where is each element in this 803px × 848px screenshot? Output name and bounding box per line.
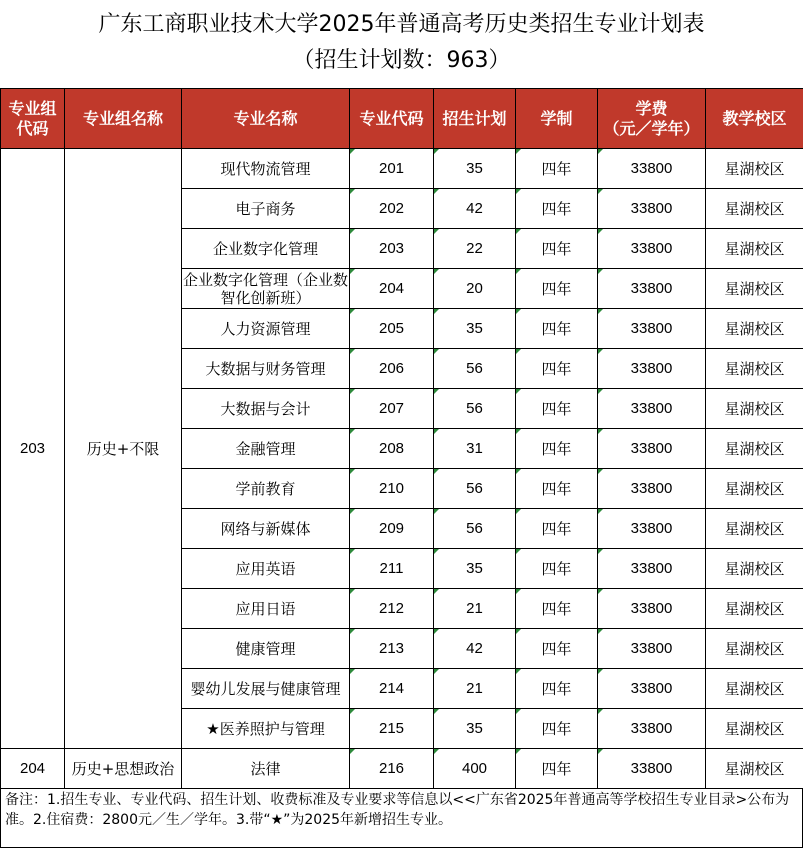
major-name-cell: 现代物流管理: [182, 149, 350, 189]
plan-cell: 35: [434, 149, 516, 189]
major-code-cell: 203: [350, 229, 434, 269]
campus-cell: 星湖校区: [706, 429, 803, 469]
plan-cell: 56: [434, 509, 516, 549]
table-row: [1, 749, 803, 789]
campus-cell: 星湖校区: [706, 189, 803, 229]
major-code-cell: 206: [350, 349, 434, 389]
major-name-cell: 企业数字化管理: [182, 229, 350, 269]
fee-cell: 33800: [598, 509, 706, 549]
fee-cell: 33800: [598, 149, 706, 189]
header-group-code: 专业组代码: [1, 89, 65, 149]
plan-cell: 56: [434, 389, 516, 429]
plan-cell: 31: [434, 429, 516, 469]
header-row: [1, 89, 803, 149]
group-code-cell: 203: [1, 149, 65, 749]
major-code-cell: 213: [350, 629, 434, 669]
campus-cell: 星湖校区: [706, 229, 803, 269]
group-name-cell: 历史+不限: [65, 149, 182, 749]
campus-cell: 星湖校区: [706, 709, 803, 749]
major-name-cell: 健康管理: [182, 629, 350, 669]
fee-cell: 33800: [598, 189, 706, 229]
major-name-cell: 企业数字化管理（企业数智化创新班）: [182, 270, 348, 307]
header-campus: 教学校区: [706, 89, 803, 149]
header-fee: [598, 89, 706, 149]
campus-cell: 星湖校区: [706, 309, 803, 349]
major-name-cell: 学前教育: [182, 469, 350, 509]
plan-cell: 56: [434, 469, 516, 509]
major-name-cell: 应用日语: [182, 589, 350, 629]
fee-cell: 33800: [598, 749, 706, 789]
major-name-cell: ★医养照护与管理: [182, 709, 350, 749]
plan-cell: 56: [434, 349, 516, 389]
major-code-cell: 207: [350, 389, 434, 429]
duration-cell: 四年: [516, 629, 598, 669]
campus-cell: 星湖校区: [706, 349, 803, 389]
fee-cell: 33800: [598, 629, 706, 669]
group-code-cell: 204: [1, 749, 65, 789]
duration-cell: 四年: [516, 429, 598, 469]
duration-cell: 四年: [516, 509, 598, 549]
campus-cell: 星湖校区: [706, 669, 803, 709]
footnote: 备注：1.招生专业、专业代码、招生计划、收费标准及专业要求等信息以<<广东省2025年普通高等学校招生专业目录>公布为准。2.住宿费：2800元／生／学年。3.带“★”为2025年新增招生专业。: [0, 788, 803, 848]
header-fee-line2: （元／学年）: [603, 118, 700, 138]
duration-cell: 四年: [516, 389, 598, 429]
plan-cell: 400: [434, 749, 516, 789]
major-code-cell: 211: [350, 549, 434, 589]
header-plan: 招生计划: [434, 89, 516, 149]
major-name-cell: 大数据与会计: [182, 389, 350, 429]
campus-cell: 星湖校区: [706, 629, 803, 669]
header-group-name: 专业组名称: [65, 89, 182, 149]
major-name-cell: 婴幼儿发展与健康管理: [182, 669, 350, 709]
duration-cell: 四年: [516, 269, 598, 309]
table-row: [1, 149, 803, 189]
fee-cell: 33800: [598, 709, 706, 749]
table-body: [1, 149, 803, 789]
major-name-cell: 电子商务: [182, 189, 350, 229]
group-name-cell: 历史+思想政治: [65, 749, 182, 789]
header-major-code: 专业代码: [350, 89, 434, 149]
major-code-cell: 210: [350, 469, 434, 509]
plan-cell: 35: [434, 709, 516, 749]
fee-cell: 33800: [598, 469, 706, 509]
duration-cell: 四年: [516, 549, 598, 589]
plan-table: [0, 88, 803, 789]
major-name-cell: 法律: [182, 749, 350, 789]
duration-cell: 四年: [516, 749, 598, 789]
campus-cell: 星湖校区: [706, 149, 803, 189]
major-code-cell: 215: [350, 709, 434, 749]
campus-cell: 星湖校区: [706, 389, 803, 429]
fee-cell: 33800: [598, 669, 706, 709]
duration-cell: 四年: [516, 229, 598, 269]
major-code-cell: 208: [350, 429, 434, 469]
plan-cell: 20: [434, 269, 516, 309]
plan-cell: 21: [434, 669, 516, 709]
campus-cell: 星湖校区: [706, 549, 803, 589]
fee-cell: 33800: [598, 549, 706, 589]
major-code-cell: 209: [350, 509, 434, 549]
campus-cell: 星湖校区: [706, 509, 803, 549]
major-code-cell: 201: [350, 149, 434, 189]
fee-cell: 33800: [598, 429, 706, 469]
fee-cell: 33800: [598, 229, 706, 269]
duration-cell: 四年: [516, 589, 598, 629]
header-duration: 学制: [516, 89, 598, 149]
major-code-cell: 202: [350, 189, 434, 229]
major-code-cell: 205: [350, 309, 434, 349]
major-code-cell: 216: [350, 749, 434, 789]
plan-cell: 21: [434, 589, 516, 629]
campus-cell: 星湖校区: [706, 269, 803, 309]
fee-cell: 33800: [598, 309, 706, 349]
plan-cell: 42: [434, 629, 516, 669]
major-name-cell: 人力资源管理: [182, 309, 350, 349]
page-title: 广东工商职业技术大学2025年普通高考历史类招生专业计划表: [98, 12, 705, 37]
duration-cell: 四年: [516, 709, 598, 749]
header-fee-line1: 学费: [635, 98, 668, 118]
title-block: [0, 0, 803, 88]
plan-cell: 35: [434, 309, 516, 349]
major-name-cell: 大数据与财务管理: [182, 349, 350, 389]
duration-cell: 四年: [516, 189, 598, 229]
major-name-cell: 网络与新媒体: [182, 509, 350, 549]
duration-cell: 四年: [516, 669, 598, 709]
campus-cell: 星湖校区: [706, 469, 803, 509]
plan-cell: 35: [434, 549, 516, 589]
duration-cell: 四年: [516, 149, 598, 189]
major-code-cell: 204: [350, 269, 434, 309]
fee-cell: 33800: [598, 589, 706, 629]
plan-cell: 22: [434, 229, 516, 269]
page-subtitle: （招生计划数：963）: [292, 48, 511, 73]
header-major-name: 专业名称: [182, 89, 350, 149]
major-code-cell: 214: [350, 669, 434, 709]
major-code-cell: 212: [350, 589, 434, 629]
fee-cell: 33800: [598, 269, 706, 309]
fee-cell: 33800: [598, 349, 706, 389]
duration-cell: 四年: [516, 309, 598, 349]
plan-cell: 42: [434, 189, 516, 229]
campus-cell: 星湖校区: [706, 749, 803, 789]
major-name-cell: 金融管理: [182, 429, 350, 469]
campus-cell: 星湖校区: [706, 589, 803, 629]
major-name-cell: 应用英语: [182, 549, 350, 589]
duration-cell: 四年: [516, 349, 598, 389]
duration-cell: 四年: [516, 469, 598, 509]
fee-cell: 33800: [598, 389, 706, 429]
